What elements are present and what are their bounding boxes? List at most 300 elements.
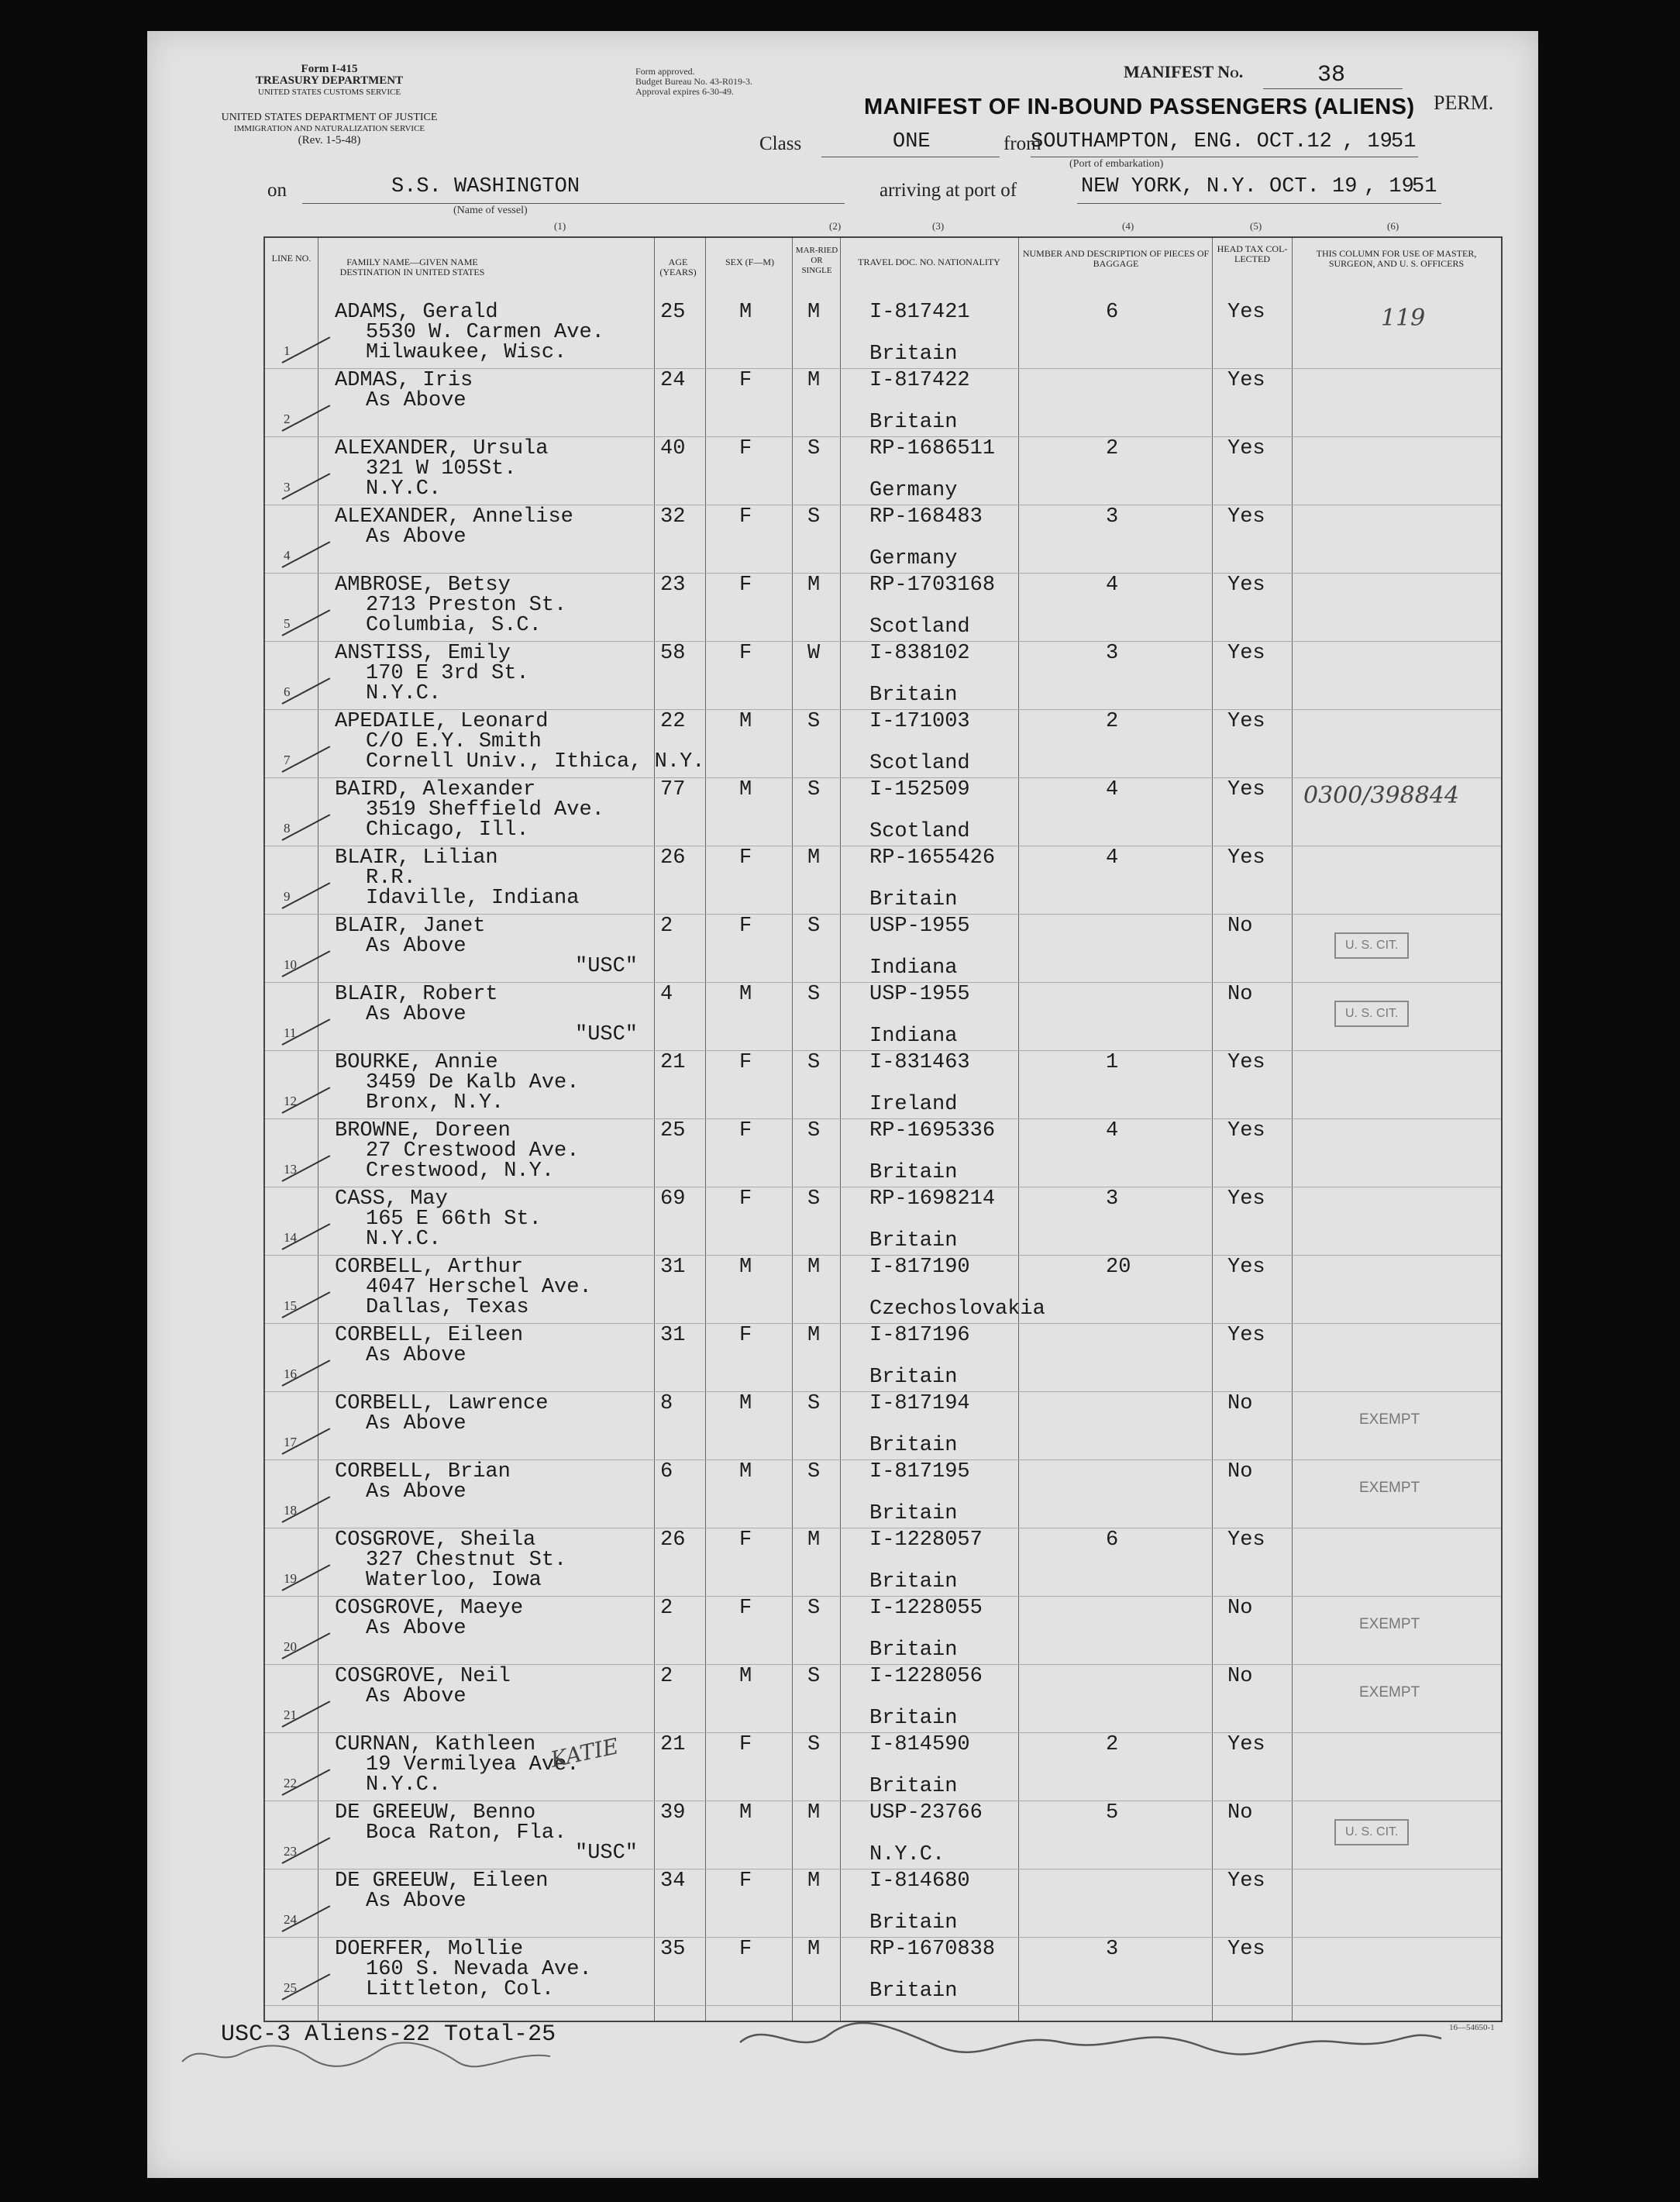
passenger-baggage: 6 <box>1106 1528 1119 1552</box>
line-number: 2 <box>284 412 291 426</box>
arriving-label: arriving at port of <box>880 180 1017 201</box>
line-number: 8 <box>284 821 291 836</box>
passenger-marital: M <box>807 574 821 597</box>
line-number: 9 <box>284 889 291 904</box>
colhdr-family-name: FAMILY NAME—GIVEN NAME DESTINATION IN UNITED STATES <box>339 257 485 277</box>
line-number: 5 <box>284 616 291 631</box>
passenger-address-1: As Above <box>366 1890 466 1913</box>
line-number: 14 <box>284 1230 297 1245</box>
passenger-doc: RP-1670838 <box>869 1938 996 1961</box>
line-number: 10 <box>284 957 297 972</box>
line-number: 12 <box>284 1094 297 1108</box>
table-row <box>265 436 1501 505</box>
passenger-name: ADAMS, Gerald <box>335 301 498 324</box>
passenger-age: 35 <box>660 1938 686 1961</box>
manifest-no-value: 38 <box>1317 62 1346 88</box>
passenger-age: 32 <box>660 505 686 529</box>
passenger-head-tax: Yes <box>1227 1119 1265 1142</box>
passenger-marital: S <box>807 1733 821 1756</box>
line-number: 17 <box>284 1435 297 1449</box>
line-number: 24 <box>284 1912 297 1927</box>
table-row <box>265 1255 1501 1324</box>
passenger-head-tax: No <box>1227 1597 1253 1620</box>
line-number: 23 <box>284 1844 297 1859</box>
passenger-sex: F <box>739 505 752 529</box>
passenger-head-tax: Yes <box>1227 1733 1265 1756</box>
line-number: 1 <box>284 343 291 358</box>
passenger-baggage: 2 <box>1106 710 1119 733</box>
manifest-title: MANIFEST OF IN-BOUND PASSENGERS (ALIENS) <box>864 95 1415 119</box>
passenger-baggage: 20 <box>1106 1256 1131 1279</box>
passenger-sex: M <box>739 983 752 1006</box>
passenger-address-2: N.Y.C. <box>366 1228 442 1251</box>
passenger-marital: M <box>807 1938 821 1961</box>
passenger-nationality: Britain <box>869 1707 958 1730</box>
passenger-address-1: As Above <box>366 1344 466 1367</box>
passenger-nationality: Britain <box>869 888 958 911</box>
passenger-nationality: Scotland <box>869 615 970 639</box>
passenger-age: 25 <box>660 1119 686 1142</box>
officer-note: U. S. CIT. <box>1334 932 1409 959</box>
line-number: 21 <box>284 1707 297 1722</box>
line-number: 6 <box>284 684 291 699</box>
passenger-address-1: As Above <box>366 1480 466 1504</box>
passenger-doc: I-817422 <box>869 369 970 392</box>
handwritten-annotation <box>736 2011 1449 2073</box>
passenger-doc: I-817190 <box>869 1256 970 1279</box>
passenger-doc: I-817194 <box>869 1392 970 1415</box>
passenger-marital: M <box>807 1869 821 1893</box>
passenger-age: 21 <box>660 1733 686 1756</box>
passenger-address-1: R.R. <box>366 867 416 890</box>
passenger-name: CORBELL, Arthur <box>335 1256 524 1279</box>
form-number: Form I-415 <box>301 63 358 75</box>
table-row <box>265 641 1501 710</box>
passenger-marital: S <box>807 505 821 529</box>
passenger-address-1: 3459 De Kalb Ave. <box>366 1071 580 1094</box>
passenger-head-tax: Yes <box>1227 437 1265 460</box>
line-number: 18 <box>284 1503 297 1518</box>
passenger-baggage: 4 <box>1106 846 1119 870</box>
colhdr-line-no: LINE NO. <box>271 253 312 264</box>
officer-note: EXEMPT <box>1359 1616 1420 1632</box>
passenger-address-2: Bronx, N.Y. <box>366 1091 504 1115</box>
passenger-name: COSGROVE, Neil <box>335 1665 511 1688</box>
ins-service: IMMIGRATION AND NATURALIZATION SERVICE <box>233 124 425 133</box>
passenger-nationality: Britain <box>869 411 958 434</box>
passenger-head-tax: No <box>1227 1392 1253 1415</box>
passenger-address-1: 165 E 66th St. <box>366 1208 542 1231</box>
passenger-address-2: Idaville, Indiana <box>366 887 580 910</box>
passenger-doc: USP-1955 <box>869 915 970 938</box>
passenger-head-tax: Yes <box>1227 1869 1265 1893</box>
passenger-name: DE GREEUW, Eileen <box>335 1869 549 1893</box>
officer-note: 0300/398844 <box>1303 782 1459 809</box>
passenger-marital: S <box>807 1597 821 1620</box>
arrival-port: NEW YORK, N.Y. OCT. 19 <box>1081 175 1358 198</box>
passenger-name: CURNAN, Kathleen <box>335 1733 536 1756</box>
colhdr-age: AGE (YEARS) <box>659 257 697 277</box>
passenger-sex: F <box>739 915 752 938</box>
passenger-nationality: Britain <box>869 1161 958 1184</box>
table-row <box>265 573 1501 642</box>
table-row <box>265 505 1501 574</box>
passenger-head-tax: No <box>1227 983 1253 1006</box>
passenger-age: 26 <box>660 1528 686 1552</box>
class-value: ONE <box>893 130 931 153</box>
officer-note: EXEMPT <box>1359 1411 1420 1428</box>
passenger-address-2: Littleton, Col. <box>366 1978 555 2001</box>
passenger-age: 31 <box>660 1324 686 1347</box>
passenger-name: BROWNE, Doreen <box>335 1119 511 1142</box>
passenger-head-tax: Yes <box>1227 574 1265 597</box>
passenger-address-2: Waterloo, Iowa <box>366 1569 542 1592</box>
passenger-head-tax: Yes <box>1227 642 1265 665</box>
line-number: 15 <box>284 1298 297 1313</box>
colhdr-married: MAR-RIED OR SINGLE <box>795 246 838 275</box>
passenger-head-tax: No <box>1227 1665 1253 1688</box>
passenger-baggage: 3 <box>1106 1187 1119 1211</box>
handwritten-katie: KATIE <box>548 1733 621 1773</box>
passenger-nationality: Indiana <box>869 1025 958 1048</box>
totals-line: USC-3 Aliens-22 Total-25 <box>221 2021 556 2048</box>
from-value: SOUTHAMPTON, ENG. OCT.12 <box>1031 130 1332 153</box>
passenger-age: 77 <box>660 778 686 801</box>
passenger-sex: M <box>739 1256 752 1279</box>
approval-line-2: Budget Bureau No. 43-R019-3. <box>635 76 752 87</box>
passenger-address-2: "USC" <box>575 955 639 978</box>
passenger-address-1: As Above <box>366 1412 466 1435</box>
passenger-sex: M <box>739 1460 752 1484</box>
passenger-sex: F <box>739 1051 752 1074</box>
table-row <box>265 1050 1501 1119</box>
colnum-3: (3) <box>932 220 945 232</box>
passenger-marital: M <box>807 1324 821 1347</box>
colhdr-sex: SEX (F—M) <box>725 257 774 267</box>
passenger-baggage: 4 <box>1106 574 1119 597</box>
colhdr-head-tax: HEAD TAX COL-LECTED <box>1217 243 1288 264</box>
passenger-baggage: 4 <box>1106 778 1119 801</box>
line-number: 4 <box>284 548 291 563</box>
passenger-sex: M <box>739 1665 752 1688</box>
table-row <box>265 1528 1501 1597</box>
passenger-age: 8 <box>660 1392 673 1415</box>
revision: (Rev. 1-5-48) <box>298 134 361 146</box>
perm-label: PERM. <box>1434 91 1494 114</box>
colhdr-baggage: NUMBER AND DESCRIPTION OF PIECES OF BAGGAGE <box>1022 248 1210 269</box>
passenger-head-tax: No <box>1227 1460 1253 1484</box>
passenger-address-2: N.Y.C. <box>366 682 442 705</box>
passenger-sex: M <box>739 710 752 733</box>
passenger-baggage: 1 <box>1106 1051 1119 1074</box>
passenger-nationality: Britain <box>869 343 958 366</box>
passenger-sex: F <box>739 1119 752 1142</box>
passenger-address-1: Boca Raton, Fla. <box>366 1821 567 1845</box>
passenger-age: 39 <box>660 1801 686 1825</box>
table-row <box>265 709 1501 778</box>
table-row <box>265 1937 1501 2006</box>
passenger-marital: S <box>807 1665 821 1688</box>
passenger-head-tax: Yes <box>1227 1324 1265 1347</box>
passenger-address-1: As Above <box>366 1003 466 1026</box>
passenger-head-tax: No <box>1227 1801 1253 1825</box>
passenger-baggage: 3 <box>1106 1938 1119 1961</box>
passenger-marital: M <box>807 1528 821 1552</box>
table-row <box>265 1187 1501 1256</box>
passenger-nationality: Scotland <box>869 752 970 775</box>
passenger-sex: F <box>739 1528 752 1552</box>
passenger-baggage: 6 <box>1106 301 1119 324</box>
passenger-sex: F <box>739 1733 752 1756</box>
passenger-baggage: 3 <box>1106 505 1119 529</box>
passenger-head-tax: Yes <box>1227 301 1265 324</box>
passenger-age: 2 <box>660 1597 673 1620</box>
passenger-doc: I-1228056 <box>869 1665 983 1688</box>
officer-note: U. S. CIT. <box>1334 1001 1409 1027</box>
passenger-age: 40 <box>660 437 686 460</box>
passenger-age: 24 <box>660 369 686 392</box>
colnum-5: (5) <box>1250 220 1262 232</box>
passenger-name: APEDAILE, Leonard <box>335 710 549 733</box>
passenger-sex: F <box>739 846 752 870</box>
line-number: 13 <box>284 1162 297 1177</box>
passenger-address-1: 170 E 3rd St. <box>366 662 529 685</box>
passenger-address-2: Milwaukee, Wisc. <box>366 341 567 364</box>
passenger-nationality: Britain <box>869 1366 958 1389</box>
passenger-nationality: Britain <box>869 1911 958 1935</box>
arrival-year: 51 <box>1412 175 1437 198</box>
passenger-marital: S <box>807 1460 821 1484</box>
passenger-name: BOURKE, Annie <box>335 1051 498 1074</box>
manifest-no-label: MANIFEST No. <box>1124 62 1244 81</box>
passenger-sex: F <box>739 437 752 460</box>
passenger-sex: F <box>739 642 752 665</box>
passenger-doc: I-817195 <box>869 1460 970 1484</box>
passenger-name: BLAIR, Janet <box>335 915 486 938</box>
passenger-doc: I-831463 <box>869 1051 970 1074</box>
table-row <box>265 1732 1501 1801</box>
vessel-name: S.S. WASHINGTON <box>391 175 580 198</box>
approval-line-1: Form approved. <box>635 66 695 77</box>
line-number: 20 <box>284 1639 297 1654</box>
passenger-address-2: Chicago, Ill. <box>366 818 529 842</box>
passenger-sex: M <box>739 778 752 801</box>
passenger-doc: I-171003 <box>869 710 970 733</box>
passenger-marital: S <box>807 778 821 801</box>
passenger-address-1: 2713 Preston St. <box>366 594 567 617</box>
from-year-prefix: , 19 <box>1342 130 1393 153</box>
passenger-age: 58 <box>660 642 686 665</box>
passenger-address-1: 321 W 105St. <box>366 457 517 481</box>
passenger-nationality: N.Y.C. <box>869 1843 945 1866</box>
passenger-nationality: Britain <box>869 1570 958 1594</box>
table-row <box>265 368 1501 437</box>
passenger-name: ADMAS, Iris <box>335 369 473 392</box>
passenger-head-tax: Yes <box>1227 1256 1265 1279</box>
passenger-marital: S <box>807 1392 821 1415</box>
colnum-4: (4) <box>1122 220 1134 232</box>
passenger-nationality: Czechoslovakia <box>869 1297 1045 1321</box>
passenger-head-tax: Yes <box>1227 710 1265 733</box>
passenger-head-tax: Yes <box>1227 1528 1265 1552</box>
passenger-address-2: Dallas, Texas <box>366 1296 529 1319</box>
passenger-table <box>263 236 1503 2022</box>
passenger-age: 21 <box>660 1051 686 1074</box>
passenger-doc: I-152509 <box>869 778 970 801</box>
passenger-age: 26 <box>660 846 686 870</box>
passenger-name: ALEXANDER, Annelise <box>335 505 573 529</box>
passenger-baggage: 2 <box>1106 1733 1119 1756</box>
passenger-head-tax: Yes <box>1227 369 1265 392</box>
passenger-address-1: As Above <box>366 935 466 958</box>
passenger-head-tax: Yes <box>1227 1938 1265 1961</box>
class-label: Class <box>759 133 802 154</box>
on-label: on <box>267 180 287 201</box>
passenger-baggage: 5 <box>1106 1801 1119 1825</box>
passenger-nationality: Britain <box>869 1229 958 1253</box>
passenger-doc: USP-1955 <box>869 983 970 1006</box>
passenger-doc: RP-1686511 <box>869 437 996 460</box>
passenger-name: COSGROVE, Sheila <box>335 1528 536 1552</box>
passenger-address-1: As Above <box>366 1617 466 1640</box>
passenger-baggage: 2 <box>1106 437 1119 460</box>
passenger-address-2: Cornell Univ., Ithica, N.Y. <box>366 750 705 774</box>
passenger-marital: M <box>807 369 821 392</box>
passenger-name: DOERFER, Mollie <box>335 1938 524 1961</box>
table-row <box>265 1391 1501 1460</box>
passenger-nationality: Britain <box>869 684 958 707</box>
from-label: from <box>1004 133 1041 154</box>
table-row <box>265 1118 1501 1187</box>
line-number: 19 <box>284 1571 297 1586</box>
table-row <box>265 1664 1501 1733</box>
vessel-note: (Name of vessel) <box>453 205 528 216</box>
table-row <box>265 982 1501 1051</box>
passenger-head-tax: Yes <box>1227 505 1265 529</box>
passenger-address-1: As Above <box>366 526 466 549</box>
line-number: 3 <box>284 480 291 495</box>
table-row <box>265 300 1501 369</box>
passenger-name: COSGROVE, Maeye <box>335 1597 524 1620</box>
table-row <box>265 1459 1501 1528</box>
passenger-doc: I-814680 <box>869 1869 970 1893</box>
officer-note: U. S. CIT. <box>1334 1819 1409 1845</box>
passenger-address-2: "USC" <box>575 1842 639 1865</box>
passenger-age: 25 <box>660 301 686 324</box>
passenger-name: BLAIR, Robert <box>335 983 498 1006</box>
passenger-head-tax: Yes <box>1227 846 1265 870</box>
passenger-marital: S <box>807 1051 821 1074</box>
passenger-nationality: Britain <box>869 1502 958 1525</box>
handwritten-signature <box>178 2035 566 2073</box>
manifest-page <box>147 31 1538 2178</box>
passenger-nationality: Germany <box>869 479 958 502</box>
table-row <box>265 1323 1501 1392</box>
customs-service: UNITED STATES CUSTOMS SERVICE <box>257 88 401 97</box>
passenger-age: 4 <box>660 983 673 1006</box>
passenger-address-2: N.Y.C. <box>366 1773 442 1797</box>
line-number: 11 <box>284 1025 297 1040</box>
line-number: 22 <box>284 1776 297 1790</box>
colhdr-travel-doc: TRAVEL DOC. NO. NATIONALITY <box>858 257 1000 267</box>
passenger-sex: F <box>739 1187 752 1211</box>
passenger-head-tax: Yes <box>1227 1051 1265 1074</box>
passenger-marital: M <box>807 1256 821 1279</box>
passenger-doc: I-817196 <box>869 1324 970 1347</box>
approval-line-3: Approval expires 6-30-49. <box>635 86 734 97</box>
arrival-year-prefix: , 19 <box>1364 175 1414 198</box>
passenger-age: 69 <box>660 1187 686 1211</box>
line-number: 25 <box>284 1980 297 1995</box>
treasury-dept: TREASURY DEPARTMENT <box>255 74 404 87</box>
passenger-marital: M <box>807 846 821 870</box>
officer-note: EXEMPT <box>1359 1684 1420 1701</box>
passenger-name: BLAIR, Lilian <box>335 846 498 870</box>
passenger-doc: RP-1698214 <box>869 1187 996 1211</box>
passenger-marital: S <box>807 1119 821 1142</box>
table-row <box>265 1801 1501 1869</box>
passenger-doc: RP-1655426 <box>869 846 996 870</box>
passenger-doc: RP-1695336 <box>869 1119 996 1142</box>
passenger-sex: F <box>739 1324 752 1347</box>
passenger-doc: RP-168483 <box>869 505 983 529</box>
passenger-age: 34 <box>660 1869 686 1893</box>
passenger-nationality: Scotland <box>869 820 970 843</box>
table-row <box>265 914 1501 983</box>
passenger-name: CORBELL, Lawrence <box>335 1392 549 1415</box>
passenger-address-1: As Above <box>366 389 466 412</box>
passenger-address-1: As Above <box>366 1685 466 1708</box>
passenger-baggage: 3 <box>1106 642 1119 665</box>
from-year: 51 <box>1391 130 1417 153</box>
passenger-age: 23 <box>660 574 686 597</box>
passenger-marital: S <box>807 983 821 1006</box>
passenger-address-2: Columbia, S.C. <box>366 614 542 637</box>
colnum-1: (1) <box>554 220 566 232</box>
port-embark-note: (Port of embarkation) <box>1069 158 1164 170</box>
passenger-doc: USP-23766 <box>869 1801 983 1825</box>
passenger-name: CASS, May <box>335 1187 448 1211</box>
passenger-address-1: 3519 Sheffield Ave. <box>366 798 604 822</box>
passenger-name: ANSTISS, Emily <box>335 642 511 665</box>
passenger-nationality: Britain <box>869 1434 958 1457</box>
passenger-nationality: Ireland <box>869 1093 958 1116</box>
passenger-nationality: Germany <box>869 547 958 570</box>
passenger-doc: I-817421 <box>869 301 970 324</box>
passenger-sex: F <box>739 369 752 392</box>
passenger-marital: S <box>807 915 821 938</box>
passenger-head-tax: Yes <box>1227 778 1265 801</box>
passenger-baggage: 4 <box>1106 1119 1119 1142</box>
passenger-name: ALEXANDER, Ursula <box>335 437 549 460</box>
table-row <box>265 777 1501 846</box>
passenger-address-1: 5530 W. Carmen Ave. <box>366 321 604 344</box>
passenger-sex: M <box>739 1801 752 1825</box>
passenger-address-1: C/O E.Y. Smith <box>366 730 542 753</box>
passenger-age: 22 <box>660 710 686 733</box>
passenger-sex: M <box>739 1392 752 1415</box>
passenger-nationality: Britain <box>869 1639 958 1662</box>
passenger-name: CORBELL, Eileen <box>335 1324 524 1347</box>
passenger-sex: F <box>739 1597 752 1620</box>
passenger-address-1: 4047 Herschel Ave. <box>366 1276 592 1299</box>
line-number: 7 <box>284 753 291 767</box>
passenger-doc: I-1228055 <box>869 1597 983 1620</box>
passenger-address-2: Crestwood, N.Y. <box>366 1160 555 1183</box>
colnum-6: (6) <box>1387 220 1399 232</box>
passenger-head-tax: Yes <box>1227 1187 1265 1211</box>
passenger-doc: I-838102 <box>869 642 970 665</box>
